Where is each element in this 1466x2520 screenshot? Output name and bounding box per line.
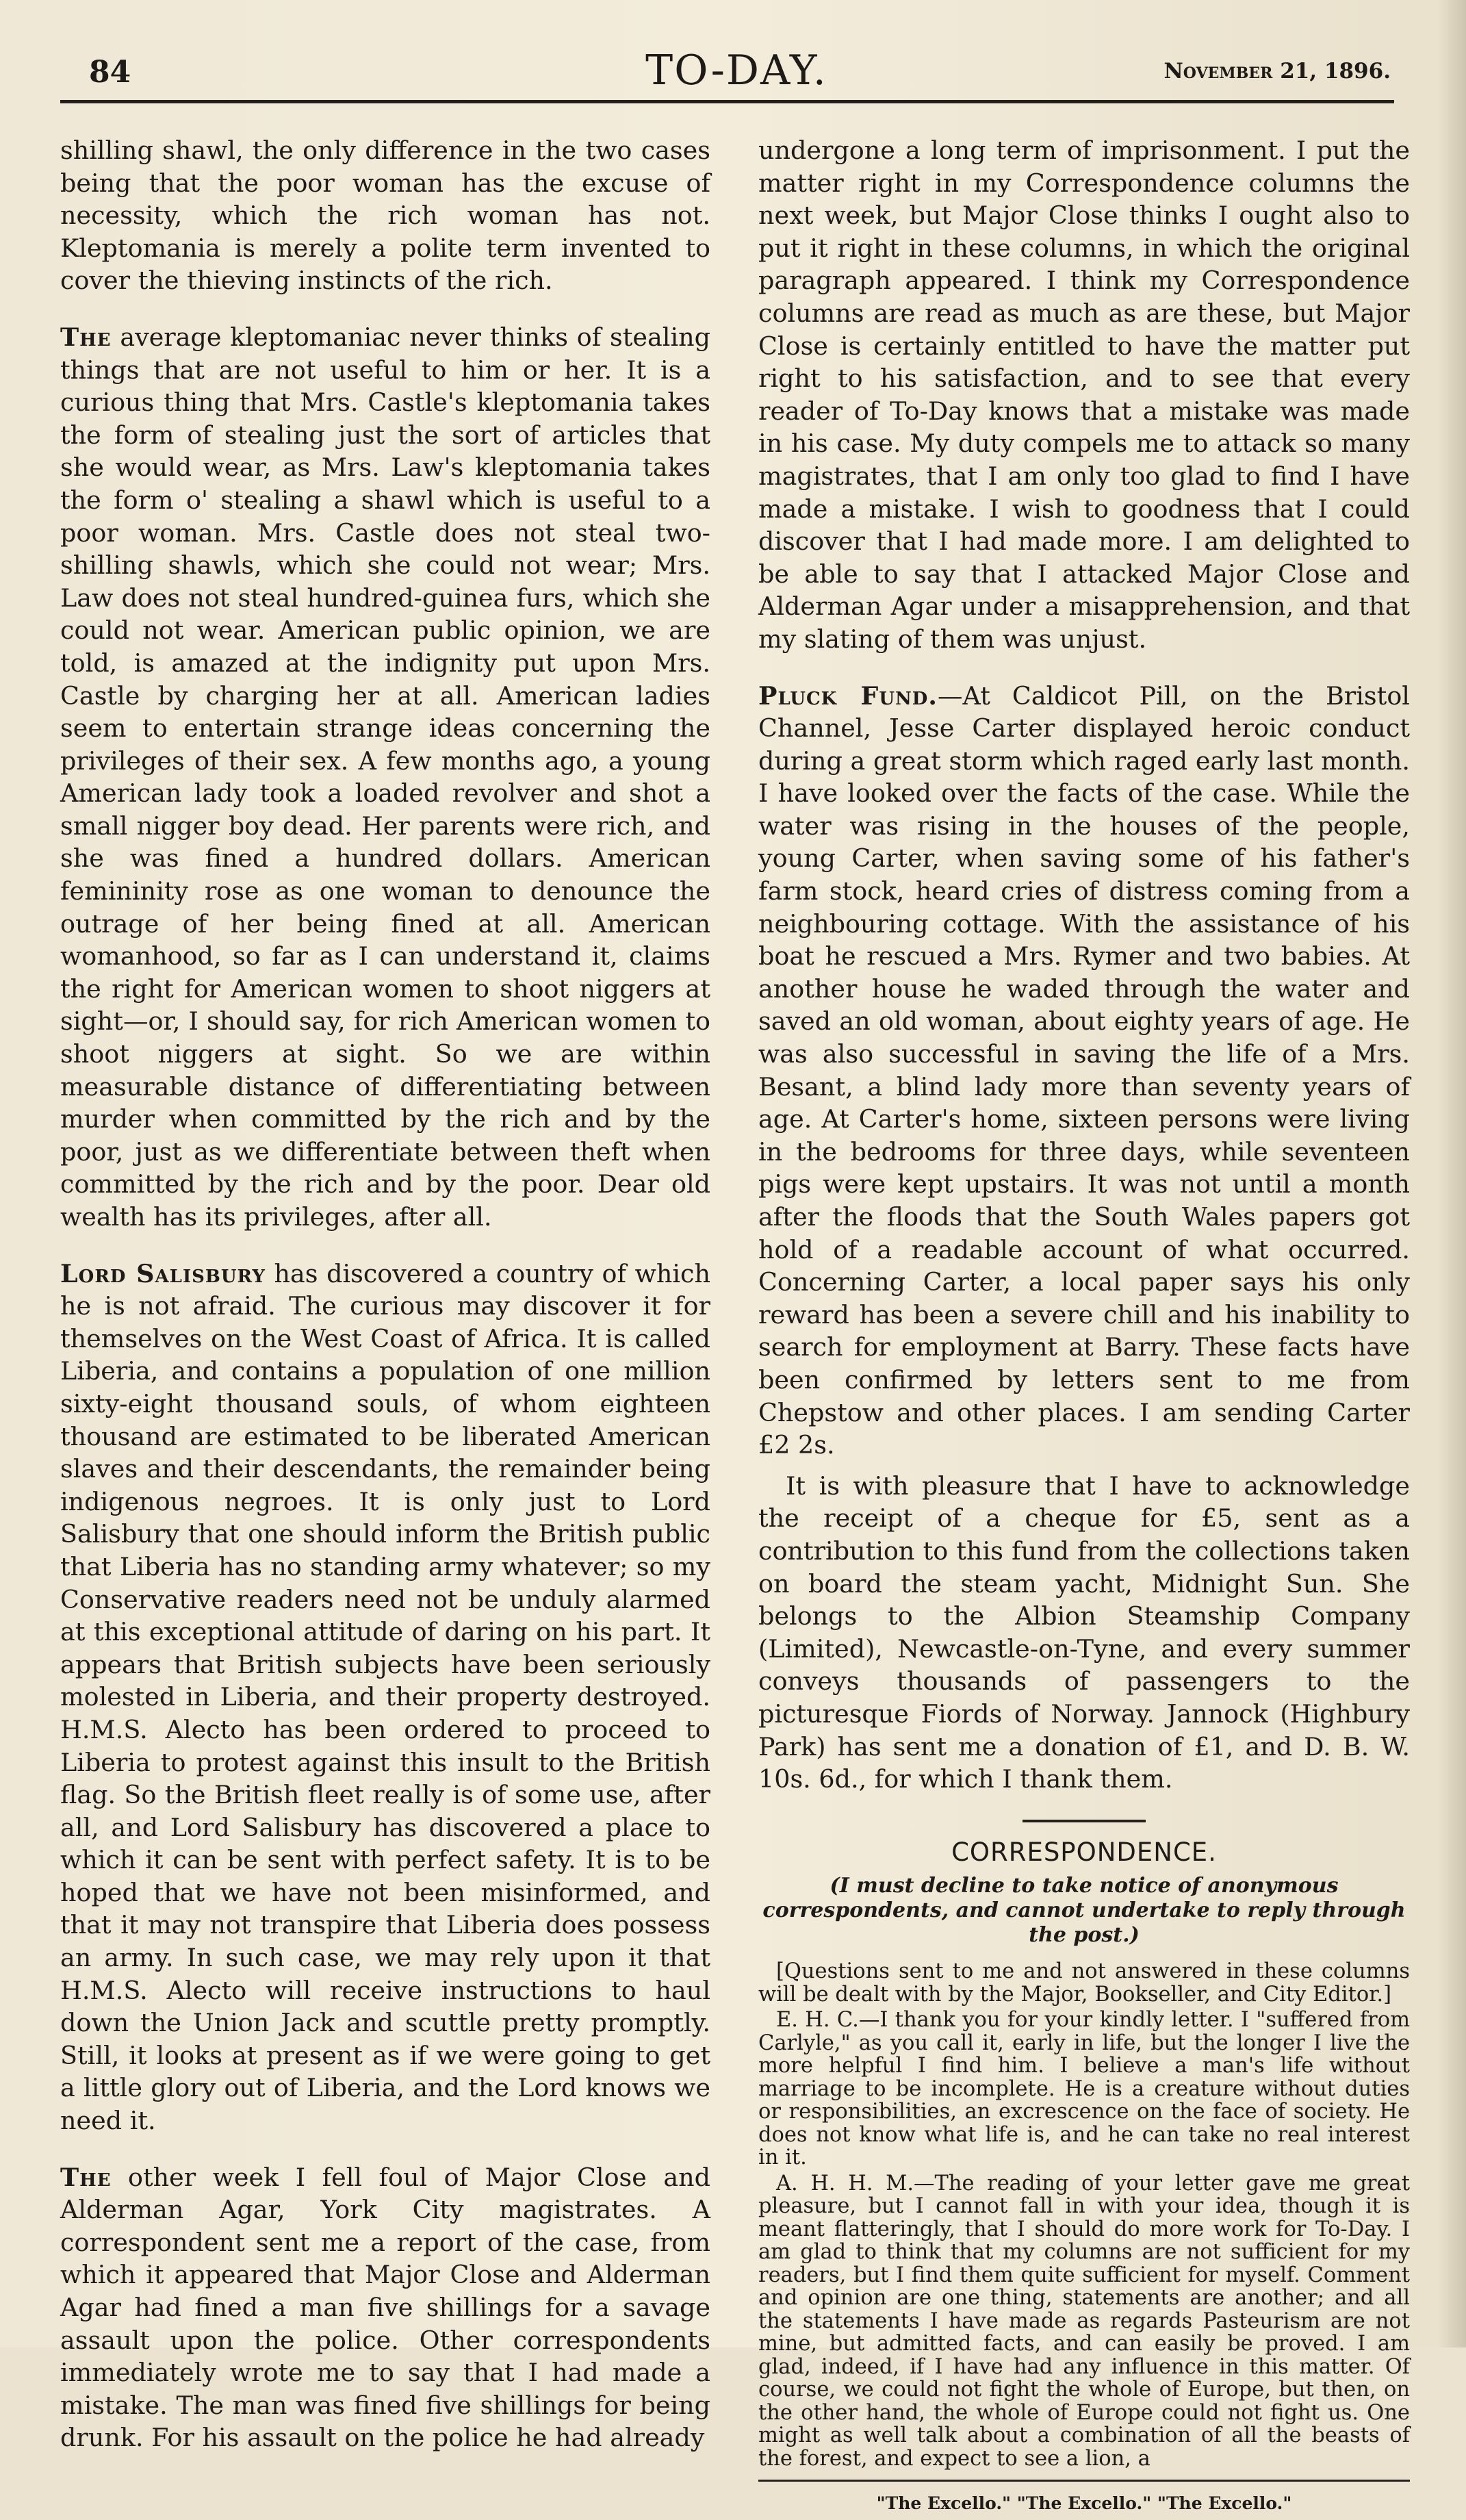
page-edge-shadow — [1439, 0, 1466, 2347]
section-divider — [1023, 1820, 1146, 1822]
paragraph: The other week I fell foul of Major Close and Alderman Agar, York City magistrates. A correspondent sent me a report of the case, from which it appeared that Major Close and Alderman Agar had fined a man five shillings for a savage assault upon the police. Other correspondents immediately wrote me to say that I had made a mistake. The man was fined five shillings for being drunk. For his assault on the police he had already — [60, 2162, 710, 2453]
paragraph: It is with pleasure that I have to acknowledge the receipt of a cheque for £5, sent as a contribution to this fund from the collections taken on board the steam yacht, Midnight Sun. She belongs to the Albion Steamship Company (Limited), Newcastle-on-Tyne, and every summer conveys thousands of passengers to the picturesque Fiords of Norway. Jannock (Highbury Park) has sent me a donation of £1, and D. B. W. 10s. 6d., for which I thank them. — [758, 1471, 1410, 1794]
paragraph: The average kleptomaniac never thinks of stealing things that are not useful to him or her. It is a curious thing that Mrs. Castle's kleptomania takes the form of stealing just the sort of articles that she would wear, as Mrs. Law's kleptomania takes the form o' stealing a shawl which is useful to a poor woman. Mrs. Castle does not steal two-shilling shawls, which she could not wear; Mrs. Law does not steal hundred-guinea furs, which she could not wear. American public opinion, we are told, is amazed at the indignity put upon Mrs. Castle by charging her at all. American ladies seem to entertain strange ideas concerning the privileges of their sex. A few months ago, a young American lady took a loaded revolver and shot a small nigger boy dead. Her parents were rich, and she was fined a hundred dollars. American femininity rose as one woman to denounce the outrage of her being fined at all. American womanhood, so far as I can understand it, claims the right for American women to shoot niggers at sight—or, I should say, for rich American women to shoot niggers at sight. So we are within measurable distance of differentiating between murder when committed by the rich and by the poor, just as we differentiate between theft when committed by the rich and by the poor. Dear old wealth has its privileges, after all. — [60, 322, 710, 1232]
page-header — [82, 41, 1391, 103]
paragraph: Pluck Fund.—At Caldicot Pill, on the Bristol Channel, Jesse Carter displayed heroic conduct during a great storm which raged early last month. I have looked over the facts of the case. While the water was rising in the houses of the people, young Carter, when saving some of his father's farm stock, heard cries of distress coming from a neighbouring cottage. With the assistance of his boat he rescued a Mrs. Rymer and two babies. At another house he waded through the water and saved an old woman, about eighty years of age. He was also successful in saving the life of a Mrs. Besant, a blind lady more than seventy years of age. At Carter's home, sixteen persons were living in the bedrooms for three days, while seventeen pigs were kept upstairs. It was not until a month after the floods that the South Wales papers got hold of a readable account of what occurred. Concerning Carter, a local paper says his only reward has been a severe chill and his inability to search for employment at Barry. These facts have been confirmed by letters sent to me from Chepstow and other places. I am sending Carter £2 2s. — [758, 680, 1410, 1460]
paragraph: shilling shawl, the only difference in the two cases being that the poor woman has the excuse of necessity, which the rich woman has not. Kleptomania is merely a polite term invented to cover the thieving instincts of the rich. — [60, 136, 710, 296]
header-rule — [60, 100, 1394, 103]
footer-rule — [758, 2480, 1410, 2482]
paragraph: undergone a long term of imprisonment. I put the matter right in my Correspondence columns the next week, but Major Close thinks I ought also to put it right in these columns, in which the original paragraph appeared. I think my Correspondence columns are read as much as are these, but Major Close is certainly entitled to have the matter put right to his satisfaction, and to see that every reader of To-Day knows that a mistake was made in his case. My duty compels me to attack so many magistrates, that I am only too glad to find I have made a mistake. I wish to goodness that I could discover that I had made more. I am delighted to be able to say that I attacked Major Close and Alderman Agar under a misapprehension, and that my slating of them was unjust. — [758, 136, 1410, 654]
magazine-title: TO-DAY. — [645, 47, 827, 94]
correspondence-note: (I must decline to take notice of anonymous correspondents, and cannot undertake to reply through the post.) — [762, 1874, 1406, 1948]
correspondence-item: A. H. H. M.—The reading of your letter gave me great pleasure, but I cannot fall in with your idea, though it is meant flatteringly, that I should do more work for To-Day. I am glad to think that my columns are not sufficient for my readers, but I find them quite sufficient for myself. Comment and opinion are one thing, statements are another; and all the statements I have made as regards Pasteurism are not mine, but admitted facts, and can easily be proved. I am glad, indeed, if I have had any influence in this matter. Of course, we could not fight the whole of Europe, but then, on the other hand, the whole of Europe could not fight us. One might as well talk about a combination of all the beasts of the forest, and expect to see a lion, a — [758, 2171, 1410, 2471]
correspondence-item: [Questions sent to me and not answered in these columns will be dealt with by the Major, Bookseller, and City Editor.] — [758, 1959, 1410, 2007]
page-number: 84 — [89, 55, 131, 90]
advert-footer: "The Excello." "The Excello." "The Excello." — [876, 2493, 1292, 2514]
correspondence-item: E. H. C.—I thank you for your kindly letter. I "suffered from Carlyle," as you call it, early in life, but the longer I live the more helpful I find him. I believe a man's life without marriage to be incomplete. He is a creature without duties or responsibilities, an excrescence on the face of society. He does not know what life is, and he can take no real interest in it. — [758, 2008, 1410, 2170]
correspondence-heading: CORRESPONDENCE. — [951, 1837, 1217, 1867]
issue-date: November 21, 1896. — [1163, 59, 1391, 84]
paragraph: Lord Salisbury has discovered a country of which he is not afraid. The curious may discover it for themselves on the West Coast of Africa. It is called Liberia, and contains a population of one million sixty-eight thousand souls, of whom eighteen thousand are estimated to be liberated American slaves and their descendants, the remainder being indigenous negroes. It is only just to Lord Salisbury that one should inform the British public that Liberia has no standing army whatever; so my Conservative readers need not be unduly alarmed at this exceptional attitude of daring on his part. It appears that British subjects have been seriously molested in Liberia, and their property destroyed. H.M.S. Alecto has been ordered to proceed to Liberia to protest against this insult to the British flag. So the British fleet really is of some use, after all, and Lord Salisbury has discovered a place to which it can be sent with perfect safety. It is to be hoped that we have not been misinformed, and that it may not transpire that Liberia does possess an army. In such case, we may rely upon it that H.M.S. Alecto will receive instructions to haul down the Union Jack and scuttle pretty promptly. Still, it looks at present as if we were going to get a little glory out of Liberia, and the Lord knows we need it. — [60, 1258, 710, 2136]
correspondence-body — [758, 1960, 1410, 2470]
right-column — [758, 134, 1410, 2520]
left-column — [60, 134, 710, 2478]
